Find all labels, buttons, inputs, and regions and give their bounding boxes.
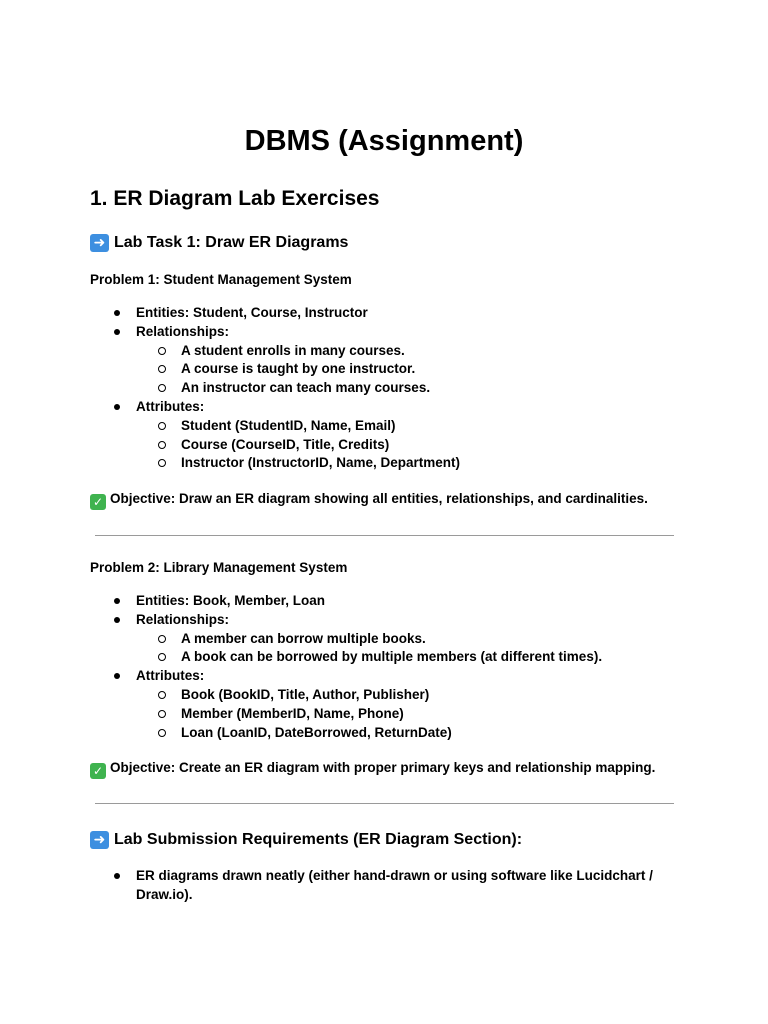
problem1-heading: Problem 1: Student Management System <box>90 272 352 287</box>
list-item: Relationships: <box>0 323 460 342</box>
bullet-circle <box>158 710 166 718</box>
submission-heading <box>90 828 522 852</box>
sub-list-item: Member (MemberID, Name, Phone) <box>0 705 602 724</box>
submission-heading-text: Lab Submission Requirements (ER Diagram Section): <box>114 831 523 848</box>
list-item: ER diagrams drawn neatly (either hand-drawn or using software like Lucidchart / Draw.io). <box>0 867 668 905</box>
bullet-disc <box>114 598 120 604</box>
sub-list-item: Student (StudentID, Name, Email) <box>0 417 460 436</box>
bullet-circle <box>158 691 166 699</box>
problem2-objective: ✓ Objective: Create an ER diagram with proper primary keys and relationship mapping. <box>90 758 655 779</box>
bullet-disc <box>114 310 120 316</box>
check-mark-icon: ✓ <box>90 763 106 779</box>
bullet-circle <box>158 653 166 661</box>
section-heading: 1. ER Diagram Lab Exercises <box>90 187 380 210</box>
problem2-heading: Problem 2: Library Management System <box>90 560 348 575</box>
submission-list <box>0 867 668 905</box>
bullet-circle <box>158 635 166 643</box>
problem1-list <box>0 304 460 473</box>
sub-list-item: An instructor can teach many courses. <box>0 379 460 398</box>
bullet-circle <box>158 365 166 373</box>
right-arrow-icon: ➜ <box>90 234 109 252</box>
list-item: Relationships: <box>0 611 602 630</box>
horizontal-rule <box>95 535 674 536</box>
list-item: Attributes: <box>0 667 602 686</box>
bullet-disc <box>114 329 120 335</box>
check-mark-icon: ✓ <box>90 494 106 510</box>
bullet-circle <box>158 441 166 449</box>
bullet-disc <box>114 873 120 879</box>
sub-list-item: A book can be borrowed by multiple members (at different times). <box>0 648 602 667</box>
sub-list-item: Course (CourseID, Title, Credits) <box>0 436 460 455</box>
horizontal-rule <box>95 803 674 804</box>
bullet-circle <box>158 384 166 392</box>
task-heading-text: Lab Task 1: Draw ER Diagrams <box>114 234 349 251</box>
task-heading <box>90 231 348 255</box>
bullet-disc <box>114 617 120 623</box>
bullet-disc <box>114 404 120 410</box>
sub-list-item: Loan (LoanID, DateBorrowed, ReturnDate) <box>0 724 602 743</box>
list-item: Attributes: <box>0 398 460 417</box>
bullet-circle <box>158 422 166 430</box>
bullet-circle <box>158 347 166 355</box>
bullet-disc <box>114 673 120 679</box>
sub-list-item: A course is taught by one instructor. <box>0 360 460 379</box>
bullet-circle <box>158 729 166 737</box>
sub-list-item: Book (BookID, Title, Author, Publisher) <box>0 686 602 705</box>
sub-list-item: A student enrolls in many courses. <box>0 342 460 361</box>
sub-list-item: Instructor (InstructorID, Name, Department) <box>0 454 460 473</box>
right-arrow-icon: ➜ <box>90 831 109 849</box>
page-title: DBMS (Assignment) <box>244 125 524 157</box>
list-item: Entities: Student, Course, Instructor <box>0 304 460 323</box>
bullet-circle <box>158 459 166 467</box>
list-item: Entities: Book, Member, Loan <box>0 592 602 611</box>
problem2-list <box>0 592 602 742</box>
sub-list-item: A member can borrow multiple books. <box>0 630 602 649</box>
problem1-objective: ✓ Objective: Draw an ER diagram showing all entities, relationships, and cardinalities. <box>90 489 648 510</box>
